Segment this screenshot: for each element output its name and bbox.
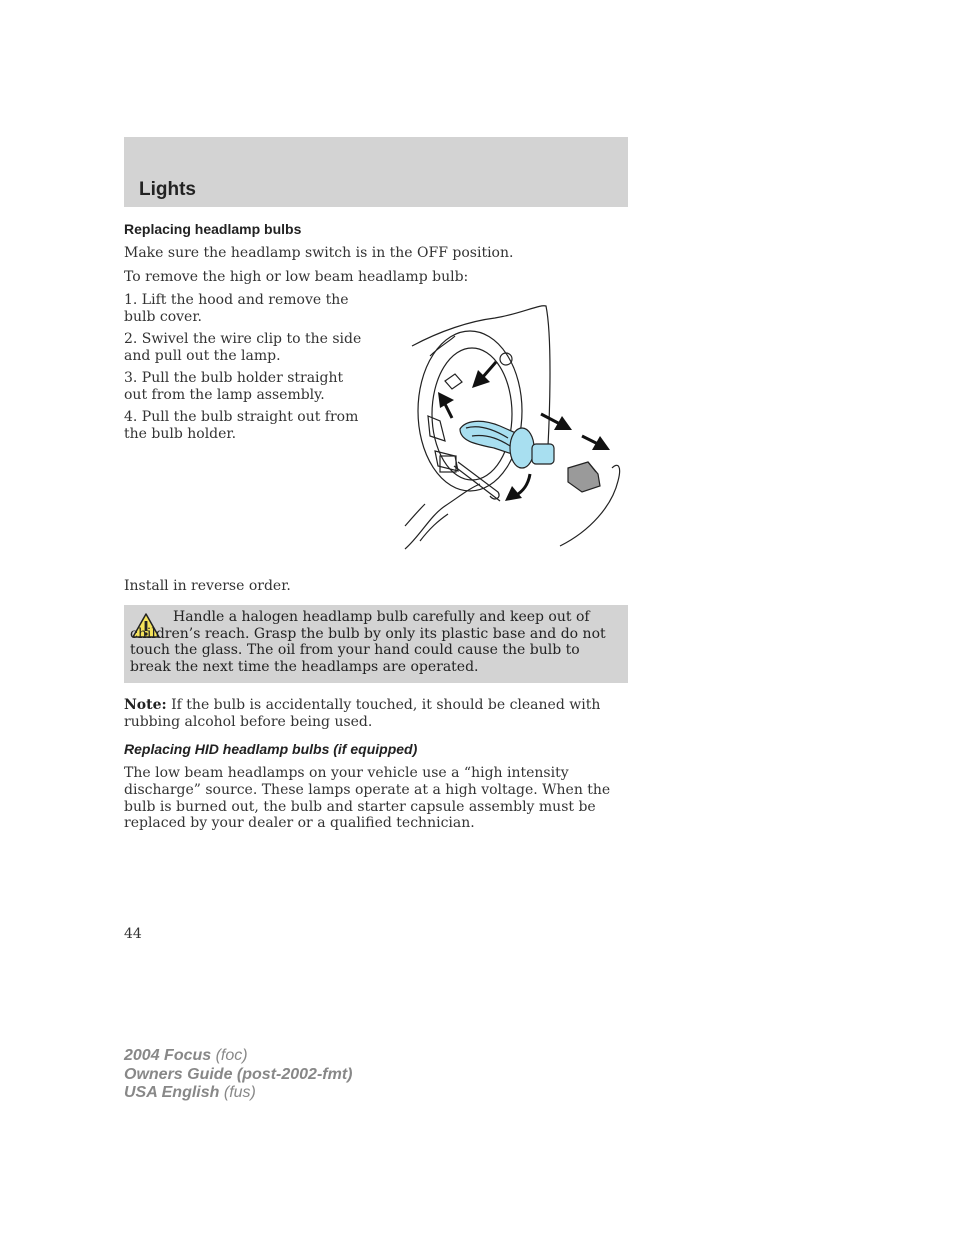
section-header [124,137,628,207]
heading-replacing-headlamp-bulbs: Replacing headlamp bulbs [124,221,302,237]
step-2: 2. Swivel the wire clip to the side and pull out the lamp. [124,331,362,364]
footer-line-2: Owners Guide (post-2002-fmt) [124,1065,353,1083]
page-number: 44 [124,926,142,942]
steps-list [124,292,369,448]
note-label: Note: [124,697,167,713]
intro-paragraph-2: To remove the high or low beam headlamp bulb: [124,269,469,285]
warning-text: Handle a halogen headlamp bulb carefully and keep out of children’s reach. Grasp the bulb by only its plastic base and do not touch the glass. The oil from your hand could cause the bulb to break the next time the headlamps are operated. [130,609,606,675]
warning-box [124,605,628,683]
step-4: 4. Pull the bulb straight out from the bulb holder. [124,409,359,442]
headlamp-bulb-illustration [400,296,628,558]
footer-line-1: 2004 Focus (foc) [124,1047,248,1064]
footer-line-3: USA English (fus) [124,1084,256,1101]
document-footer [124,1047,352,1103]
heading-replacing-hid-bulbs: Replacing HID headlamp bulbs (if equipped) [124,741,418,757]
hid-paragraph: The low beam headlamps on your vehicle use a “high intensity discharge” source. These lamps operate at a high voltage. When the bulb is burned out, the bulb and starter capsule assembly must be replaced by your dealer or a qualified technician. [124,765,611,832]
section-title: Lights [139,179,196,200]
note-text: If the bulb is accidentally touched, it should be cleaned with rubbing alcohol before being used. [124,697,601,730]
intro-paragraph-1: Make sure the headlamp switch is in the OFF position. [124,245,514,261]
step-3: 3. Pull the bulb holder straight out from the lamp assembly. [124,370,344,403]
note-paragraph [124,697,628,731]
step-1: 1. Lift the hood and remove the bulb cover. [124,292,349,325]
install-reverse-order: Install in reverse order. [124,578,291,594]
